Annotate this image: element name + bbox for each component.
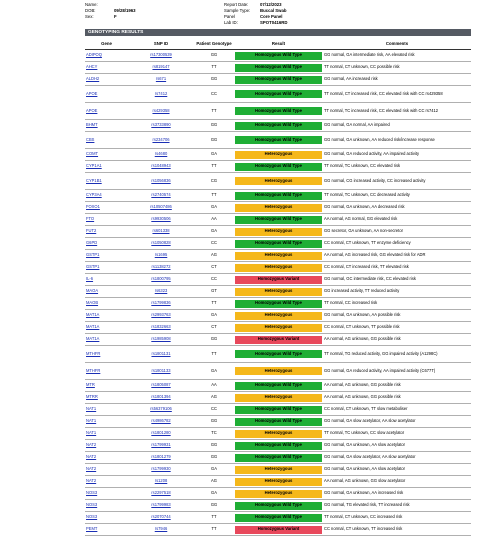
comment-cell: GG normal, GA intermediate risk, AA elevated risk [323, 50, 471, 62]
table-row [85, 202, 471, 214]
snp-link[interactable]: rs1985908 [128, 334, 194, 346]
report-info [224, 2, 287, 26]
panel-label: Panel [224, 14, 235, 19]
genotyping-table [85, 37, 471, 536]
genotype-cell: AG [194, 250, 234, 262]
genotype-cell: GA [194, 310, 234, 322]
table-row [85, 62, 471, 74]
snp-link[interactable]: rs1050828 [128, 238, 194, 250]
snp-link[interactable]: rs17300539 [128, 50, 194, 62]
gene-link[interactable]: MAT1A [85, 310, 128, 322]
result-badge: Heterozygous [235, 394, 322, 402]
genotype-cell: TT [194, 346, 234, 363]
genotype-cell: CT [194, 322, 234, 334]
table-row [85, 74, 471, 86]
genotype-cell: CC [194, 274, 234, 286]
table-header-row [85, 37, 471, 50]
report-date-label: Report Date: [224, 2, 249, 7]
genotype-cell: AG [194, 392, 234, 404]
gene-link[interactable]: PEMT [85, 524, 128, 536]
comment-cell: GG normal, GA unknown, AA possible risk [323, 310, 471, 322]
gene-link[interactable]: MTR [85, 380, 128, 392]
table-row [85, 50, 471, 62]
comment-cell: GG secretor, GA unknown, AA non-secretor [323, 226, 471, 238]
result-badge: Homozygous Wild Type [235, 350, 322, 358]
table-row [85, 428, 471, 440]
gene-link[interactable]: CBS [85, 132, 128, 149]
snp-link[interactable]: rs1799983 [128, 500, 194, 512]
snp-link[interactable]: rs6323 [128, 286, 194, 298]
genotype-cell: GG [194, 334, 234, 346]
result-badge: Homozygous Wild Type [235, 216, 322, 224]
comment-cell: AA normal, AG unknown, GG possible risk [323, 392, 471, 404]
table-row [85, 120, 471, 132]
snp-link[interactable]: rs1801394 [128, 392, 194, 404]
gene-link[interactable]: FOXO1 [85, 202, 128, 214]
sample-type-label: Sample Type: [224, 8, 251, 13]
table-row [85, 190, 471, 202]
gene-link[interactable]: NAT1 [85, 404, 128, 416]
genotype-cell: TT [194, 524, 234, 536]
genotype-cell: GA [194, 226, 234, 238]
result-badge: Homozygous Wild Type [235, 107, 322, 115]
patient-info [85, 2, 136, 20]
table-row [85, 363, 471, 380]
gene-link[interactable]: COMT [85, 149, 128, 161]
comment-cell: CC normal, CT unknown, TT enzyme deficiency [323, 238, 471, 250]
gene-link[interactable]: NOS3 [85, 512, 128, 524]
table-row [85, 476, 471, 488]
comment-cell: AA normal, AG increased risk, GG elevated risk for ADR [323, 250, 471, 262]
gene-link[interactable]: MTHFR [85, 346, 128, 363]
comment-cell: GG normal, GA unknown, AA reduced risk/increase response [323, 132, 471, 149]
column-header-snp: SNP ID [128, 37, 194, 50]
genotype-cell: TT [194, 161, 234, 173]
table-row [85, 298, 471, 310]
comment-cell: TT normal, CT unknown, CC increased risk [323, 512, 471, 524]
result-badge: Heterozygous [235, 252, 322, 260]
column-header-comments: Comments [323, 37, 471, 50]
report-date-value: 07/12/2023 [260, 2, 282, 7]
comment-cell: GG normal, GC intermediate risk, CC elevated risk [323, 274, 471, 286]
snp-link[interactable]: rs1805087 [128, 380, 194, 392]
comment-cell: GG normal, GA reduced activity, AA impaired activity [323, 149, 471, 161]
result-badge: Heterozygous [235, 324, 322, 332]
comment-cell: TT normal, TC unknown, CC elevated risk [323, 161, 471, 173]
result-badge: Heterozygous [235, 466, 322, 474]
result-badge: Homozygous Wild Type [235, 300, 322, 308]
table-row [85, 250, 471, 262]
genotype-cell: TT [194, 62, 234, 74]
gene-link[interactable]: FUT2 [85, 226, 128, 238]
genotype-cell: TT [194, 190, 234, 202]
genotype-cell: GT [194, 286, 234, 298]
patient-dob-value: 09/28/1963 [114, 8, 136, 13]
table-row [85, 132, 471, 149]
snp-link[interactable]: rs1048943 [128, 161, 194, 173]
genotype-cell: GG [194, 416, 234, 428]
comment-cell: CC normal, CT unknown, TT slow metaboliser [323, 404, 471, 416]
gene-link[interactable]: BHMT [85, 120, 128, 132]
genotype-cell: TC [194, 428, 234, 440]
snp-link[interactable]: rs1832663 [128, 322, 194, 334]
result-badge: Heterozygous [235, 204, 322, 212]
snp-link[interactable]: rs1695 [128, 250, 194, 262]
column-header-genotype: Patient Genotype [194, 37, 234, 50]
gene-link[interactable]: MTHFR [85, 363, 128, 380]
gene-link[interactable]: MAT1A [85, 322, 128, 334]
table-row [85, 173, 471, 190]
genotype-cell: GG [194, 74, 234, 86]
comment-cell: GG normal, GA reduced activity, AA impaired activity (C677T) [323, 363, 471, 380]
gene-link[interactable]: GSTP1 [85, 250, 128, 262]
result-badge: Heterozygous [235, 312, 322, 320]
snp-link[interactable]: rs1801133 [128, 363, 194, 380]
genotype-cell: CG [194, 173, 234, 190]
comment-cell: CC normal, CT increased risk, TT elevated risk [323, 262, 471, 274]
table-row [85, 404, 471, 416]
snp-link[interactable]: rs1799931 [128, 440, 194, 452]
table-row [85, 286, 471, 298]
result-badge: Homozygous Wild Type [235, 514, 322, 522]
column-header-result: Result [234, 37, 323, 50]
comment-cell: GG normal, GA normal, AA impaired [323, 120, 471, 132]
genotype-cell: CC [194, 238, 234, 250]
table-row [85, 440, 471, 452]
gene-link[interactable]: NAT2 [85, 464, 128, 476]
snp-link[interactable]: rs7946 [128, 524, 194, 536]
comment-cell: TT normal, CC increased risk [323, 298, 471, 310]
comment-cell: GG normal, GA unknown, AA decreased risk [323, 202, 471, 214]
result-badge: Homozygous Wild Type [235, 418, 322, 426]
gene-link[interactable]: MTRR [85, 392, 128, 404]
result-badge: Homozygous Wild Type [235, 76, 322, 84]
genotype-cell: GA [194, 202, 234, 214]
snp-link[interactable]: rs1056836 [128, 173, 194, 190]
comment-cell: AA normal, AG unknown, GG possible risk [323, 334, 471, 346]
comment-cell: GG normal, TG elevated risk, TT increased risk [323, 500, 471, 512]
snp-link[interactable]: rs2297518 [128, 488, 194, 500]
snp-link[interactable]: rs4986782 [128, 416, 194, 428]
patient-dob-label: DOB: [85, 8, 96, 13]
genotype-cell: GG [194, 452, 234, 464]
comment-cell: GG normal, GA unknown, AA slow acetylator [323, 440, 471, 452]
snp-link[interactable]: rs819147 [128, 62, 194, 74]
gene-link[interactable]: ADIPOQ [85, 50, 128, 62]
snp-link[interactable]: rs56379106 [128, 404, 194, 416]
snp-link[interactable]: rs234706 [128, 132, 194, 149]
genotype-cell: GG [194, 132, 234, 149]
comment-cell: AA normal, AG normal, GG elevated risk [323, 214, 471, 226]
lab-id-value: SPOT0416RD [260, 20, 288, 25]
table-row [85, 524, 471, 536]
snp-link[interactable]: rs1801131 [128, 346, 194, 363]
snp-link[interactable]: rs10507486 [128, 202, 194, 214]
comment-cell: GG normal, GA unknown, AA increased risk [323, 488, 471, 500]
table-row [85, 226, 471, 238]
gene-link[interactable]: FTO [85, 214, 128, 226]
comment-cell: CC normal, CT unknown, TT possible risk [323, 322, 471, 334]
snp-link[interactable]: rs4680 [128, 149, 194, 161]
gene-link[interactable]: NAT2 [85, 476, 128, 488]
table-row [85, 334, 471, 346]
lab-id-label: Lab ID: [224, 20, 238, 25]
snp-link[interactable]: rs1138272 [128, 262, 194, 274]
gene-link[interactable]: ALDH2 [85, 74, 128, 86]
comment-cell: TT normal, TC unknown, CC slow acetylator [323, 428, 471, 440]
gene-link[interactable]: AHCY [85, 62, 128, 74]
sample-type-value: Buccal Swab [260, 8, 287, 13]
snp-link[interactable]: rs9930506 [128, 214, 194, 226]
comment-cell: TT normal, TC unknown, CC decreased activity [323, 190, 471, 202]
result-badge: Homozygous Wild Type [235, 442, 322, 450]
table-row [85, 392, 471, 404]
column-header-gene: Gene [85, 37, 128, 50]
gene-link[interactable]: GSTP1 [85, 262, 128, 274]
genotype-cell: GG [194, 120, 234, 132]
genotype-cell: CC [194, 86, 234, 103]
table-row [85, 500, 471, 512]
genotype-cell: GG [194, 50, 234, 62]
gene-link[interactable]: NOS3 [85, 500, 128, 512]
result-badge: Homozygous Variant [235, 276, 322, 284]
table-row [85, 346, 471, 363]
result-badge: Homozygous Wild Type [235, 136, 322, 144]
gene-link[interactable]: NOS3 [85, 488, 128, 500]
genotype-cell: AA [194, 214, 234, 226]
result-badge: Homozygous Wild Type [235, 192, 322, 200]
table-row [85, 214, 471, 226]
snp-link[interactable]: rs429358 [128, 103, 194, 120]
table-row [85, 274, 471, 286]
panel-value: Core Panel [260, 14, 283, 19]
table-row [85, 464, 471, 476]
gene-link[interactable]: MAOB [85, 298, 128, 310]
gene-link[interactable]: APOE [85, 103, 128, 120]
table-row [85, 452, 471, 464]
result-badge: Homozygous Wild Type [235, 64, 322, 72]
table-row [85, 488, 471, 500]
snp-link[interactable]: rs2993763 [128, 310, 194, 322]
genotype-cell: GA [194, 363, 234, 380]
section-title: GENOTYPING RESULTS [85, 29, 471, 36]
result-badge: Heterozygous [235, 288, 322, 296]
gene-link[interactable]: MAOA [85, 286, 128, 298]
comment-cell: AA normal, AG unknown, GG possible risk [323, 380, 471, 392]
comment-cell: GG increased activity, TT reduced activity [323, 286, 471, 298]
result-badge: Homozygous Wild Type [235, 502, 322, 510]
genotype-cell: GG [194, 500, 234, 512]
result-badge: Homozygous Wild Type [235, 122, 322, 130]
patient-sex-value: F [114, 14, 117, 19]
result-badge: Homozygous Wild Type [235, 90, 322, 98]
genotype-cell: GA [194, 149, 234, 161]
genotype-cell: TT [194, 298, 234, 310]
snp-link[interactable]: rs1208 [128, 476, 194, 488]
result-badge: Heterozygous [235, 264, 322, 272]
comment-cell: GG normal, GA unknown, AA slow acetylator [323, 464, 471, 476]
patient-sex-label: Sex: [85, 14, 94, 19]
snp-link[interactable]: rs1800795 [128, 274, 194, 286]
table-row [85, 380, 471, 392]
genotype-cell: AA [194, 380, 234, 392]
result-badge: Heterozygous [235, 478, 322, 486]
lab-id-row [224, 20, 287, 26]
result-badge: Homozygous Wild Type [235, 240, 322, 248]
snp-link[interactable]: rs2740574 [128, 190, 194, 202]
patient-name-label: Name: [85, 2, 98, 7]
comment-cell: GG normal, GA slow acetylator, AA slow acetylator [323, 416, 471, 428]
table-row [85, 310, 471, 322]
comment-cell: CC normal, CT unknown, TT increased risk [323, 524, 471, 536]
table-row [85, 149, 471, 161]
result-badge: Heterozygous [235, 151, 322, 159]
gene-link[interactable]: MAT1A [85, 334, 128, 346]
table-row [85, 238, 471, 250]
result-badge: Heterozygous [235, 177, 322, 185]
comment-cell: GG normal, CG increased activity, CC increased activity [323, 173, 471, 190]
result-badge: Homozygous Wild Type [235, 52, 322, 60]
comment-cell: GG normal, AA increased risk [323, 74, 471, 86]
comment-cell: TT normal, CT increased risk, CC elevated risk with CC rs429358 [323, 86, 471, 103]
result-badge: Homozygous Variant [235, 336, 322, 344]
genotype-cell: GA [194, 488, 234, 500]
gene-link[interactable]: NAT1 [85, 416, 128, 428]
genotype-cell: TT [194, 512, 234, 524]
snp-link[interactable]: rs1801280 [128, 428, 194, 440]
table-row [85, 512, 471, 524]
comment-cell: TT normal, CT unknown, CC possible risk [323, 62, 471, 74]
gene-link[interactable]: APOE [85, 86, 128, 103]
gene-link[interactable]: NAT2 [85, 440, 128, 452]
result-badge: Heterozygous [235, 430, 322, 438]
table-row [85, 86, 471, 103]
snp-link[interactable]: rs1799930 [128, 464, 194, 476]
genotype-cell: AG [194, 476, 234, 488]
table-row [85, 103, 471, 120]
result-badge: Homozygous Wild Type [235, 406, 322, 414]
result-badge: Heterozygous [235, 228, 322, 236]
patient-sex-row [85, 14, 136, 20]
table-row [85, 322, 471, 334]
comment-cell: GG normal, GA slow acetylator, AA slow acetylator [323, 452, 471, 464]
comment-cell: TT normal, TG reduced activity, GG impaired activity (A1298C) [323, 346, 471, 363]
genotype-cell: CC [194, 404, 234, 416]
snp-link[interactable]: rs601338 [128, 226, 194, 238]
table-row [85, 161, 471, 173]
snp-link[interactable]: rs1801279 [128, 452, 194, 464]
table-row [85, 262, 471, 274]
gene-link[interactable]: CYP3A4 [85, 190, 128, 202]
gene-link[interactable]: CYP1A1 [85, 161, 128, 173]
snp-link[interactable]: rs3733890 [128, 120, 194, 132]
snp-link[interactable]: rs1799836 [128, 298, 194, 310]
gene-link[interactable]: NAT2 [85, 452, 128, 464]
snp-link[interactable]: rs671 [128, 74, 194, 86]
genotype-cell: TT [194, 103, 234, 120]
result-badge: Homozygous Wild Type [235, 163, 322, 171]
snp-link[interactable]: rs2070744 [128, 512, 194, 524]
table-row [85, 416, 471, 428]
gene-link[interactable]: IL-6 [85, 274, 128, 286]
result-badge: Heterozygous [235, 490, 322, 498]
gene-link[interactable]: NAT1 [85, 428, 128, 440]
genotype-cell: CT [194, 262, 234, 274]
comment-cell: AA normal, AG unknown, GG slow acetylator [323, 476, 471, 488]
gene-link[interactable]: G6PD [85, 238, 128, 250]
result-badge: Heterozygous [235, 367, 322, 375]
result-badge: Homozygous Wild Type [235, 454, 322, 462]
result-badge: Homozygous Variant [235, 526, 322, 534]
genotype-cell: GA [194, 464, 234, 476]
snp-link[interactable]: rs7412 [128, 86, 194, 103]
comment-cell: TT normal, TC increased risk, CC elevated risk with CC rs7412 [323, 103, 471, 120]
genotype-cell: GG [194, 440, 234, 452]
result-badge: Homozygous Wild Type [235, 382, 322, 390]
gene-link[interactable]: CYP1B1 [85, 173, 128, 190]
